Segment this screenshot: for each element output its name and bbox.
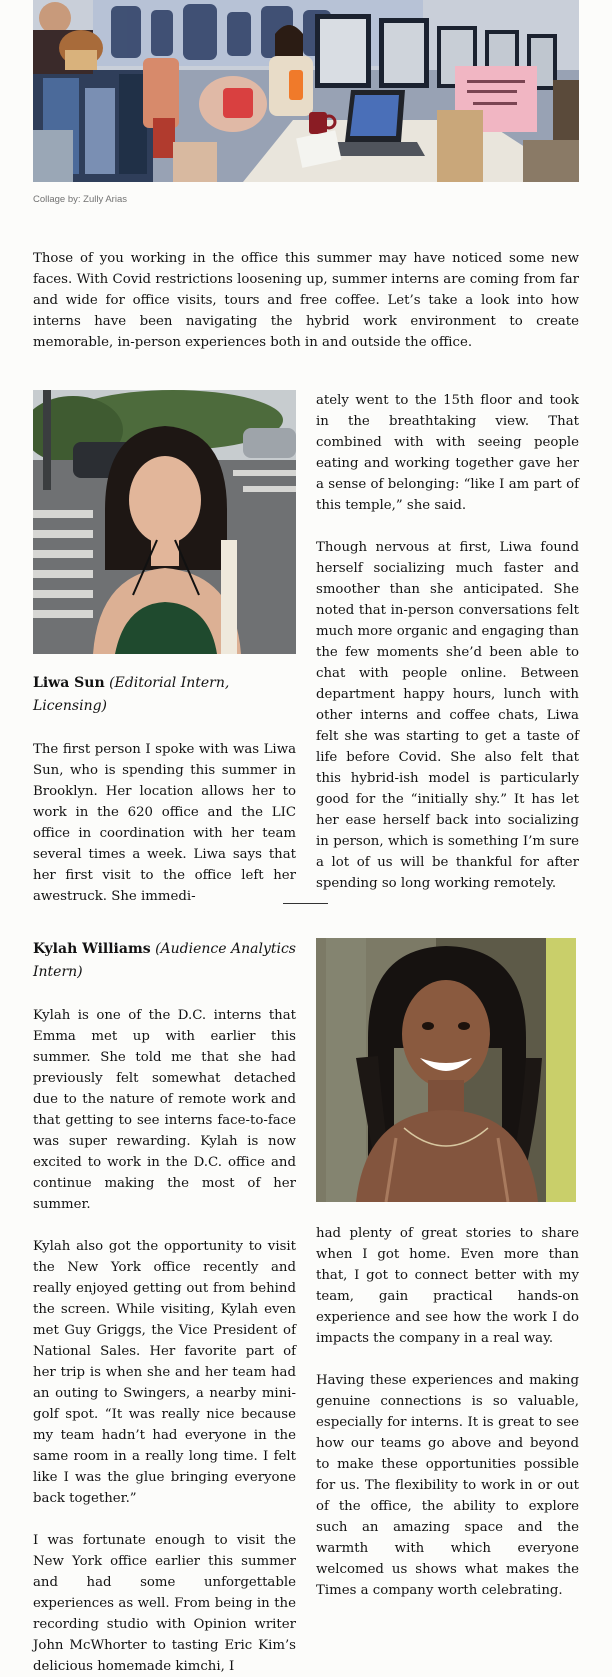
body-paragraph: Having these experiences and making genuine connections is so valuable, especially for interns. It is great to see how our teams go above and beyond to make these opportunities possible for us. The flexibility to work in or out of the office, the ability to explore such an amazing space and the warmth with which everyone welcomed us shows what makes the Times a company worth celebrating. — [316, 1373, 579, 1598]
intern-name: Liwa Sun — [33, 675, 105, 691]
body-paragraph: Though nervous at first, Liwa found herself socializing much faster and smoother than she anticipated. She noted that in-person conversations felt much more organic and engaging than the few moments she’d been able to chat with people online. Between department happy hours, lunch with other interns and coffee chats, Liwa felt she was starting to get a taste of life before Covid. She also felt that this hybrid-ish model is particularly good for the “initially shy.” It has let her ease herself back into socializing in person, which is something I’m sure a lot of us will be thankful for after spending so long working remotely. — [316, 540, 579, 891]
liwa-byline — [33, 672, 296, 718]
kylah-left-column — [33, 938, 296, 1677]
intern-role: (Audience Analytics Intern) — [33, 941, 296, 980]
body-paragraph: Kylah is one of the D.C. interns that Emma met up with earlier this summer. She told me that she had previously felt somewhat detached due to the nature of remote work and that getting to see interns face-to-face was super rewarding. Kylah is now excited to work in the D.C. office and continue making the most of her summer. — [33, 1008, 296, 1212]
intern-name: Kylah Williams — [33, 941, 151, 957]
muffin-icon — [59, 30, 103, 70]
hero-collage-image — [33, 0, 579, 182]
liwa-sun-photo — [33, 390, 296, 654]
image-caption: Collage by: Zully Arias — [33, 194, 127, 205]
kylah-williams-photo — [316, 938, 576, 1202]
liwa-right-column — [316, 390, 579, 894]
newspaper-masthead-icon — [93, 0, 423, 66]
section-divider — [283, 903, 328, 904]
liwa-left-column — [33, 672, 296, 907]
body-paragraph: The first person I spoke with was Liwa Sun, who is spending this summer in Brooklyn. Her location allows her to work in the 620 office and the LIC office in coordination with her team several times a week. Liwa says that her first visit to the office left her awestruck. She immedi- — [33, 742, 296, 904]
intro-paragraph: Those of you working in the office this summer may have noticed some new faces. With Covid restrictions loosening up, summer interns are coming from far and wide for office visits, tours and free coffee. Let’s take a look into how interns have been navigating the hybrid work environment to create memorable, in-person experiences both in and outside the office. — [33, 251, 579, 350]
kylah-right-column — [316, 1223, 579, 1601]
body-paragraph: I was fortunate enough to visit the New York office earlier this summer and had some unforgettable experiences as well. From being in the recording studio with Opinion writer John McWhorter to tasting Eric Kim’s delicious homemade kimchi, I — [33, 1533, 296, 1674]
body-paragraph: Kylah also got the opportunity to visit the New York office recently and really enjoyed getting out from behind the screen. While visiting, Kylah even met Guy Griggs, the Vice President of National Sales. Her favorite part of her trip is when she and her team had an outing to Swingers, a nearby mini-golf spot. “It was really nice because my team hadn’t had everyone in the same room in a really long time. I felt like I was the glue bringing everyone back together.” — [33, 1239, 296, 1506]
kylah-byline — [33, 938, 296, 984]
body-paragraph: ately went to the 15th floor and took in the breathtaking view. That combined with with seeing people eating and working together gave her a sense of belonging: “like I am part of this temple,” she said. — [316, 393, 579, 513]
body-paragraph: had plenty of great stories to share when I got home. Even more than that, I got to connect better with my team, gain practical hands-on experience and see how the work I do impacts the company in a real way. — [316, 1226, 579, 1346]
intern-role: (Editorial Intern, Licensing) — [33, 675, 230, 714]
